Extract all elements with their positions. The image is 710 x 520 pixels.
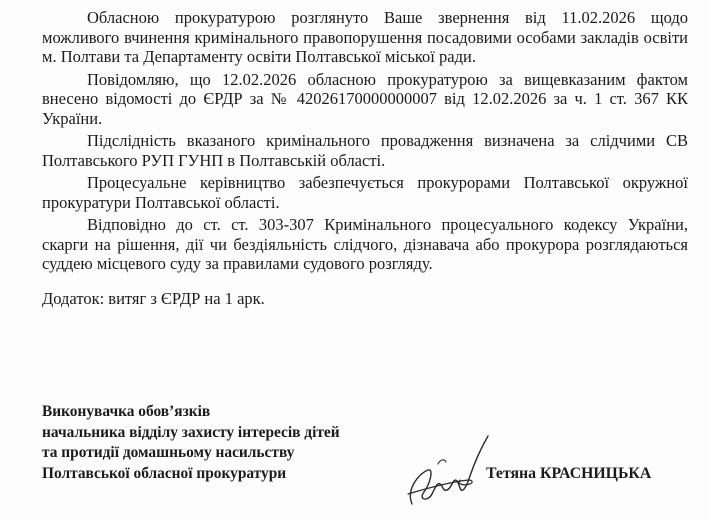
paragraph-eddr-entry: Повідомляю, що 12.02.2026 обласною прокуратурою за вищевказаним фактом внесено відомості до ЄРДР за № 42026170000000007 від 12.02.2026 за ч. 1 ст. 367 КК України. — [42, 69, 688, 129]
signature-stroke — [408, 480, 472, 494]
position-line: Виконувачка обов’язків — [42, 403, 211, 420]
signature-stroke — [438, 460, 446, 464]
position-line: Полтавської обласної прокуратури — [42, 464, 287, 482]
paragraph-appeal-reviewed: Обласною прокуратурою розглянуто Ваше звернення від 11.02.2026 щодо можливого вчинення кримінального правопорушення посадовими особами закладів освіти м. Полтави та Департаменту освіти Полтавської міської ради. — [42, 8, 688, 67]
position-line: та протидії домашньому насильству — [42, 444, 295, 461]
handwritten-signature — [398, 430, 498, 512]
paragraph-appeal-rights: Відповідно до ст. ст. 303-307 Кримінального процесуального кодексу України, скарги на рішення, дії чи бездіяльність слідчого, дізнавача або прокурора розглядаються суддею місцевого суду за правилами судового розгляду. — [42, 215, 688, 274]
paragraph-procedural-guidance: Процесуальне керівництво забезпечується прокурорами Полтавської окружної прокуратури Полтавської області. — [42, 173, 688, 212]
signature-stroke — [410, 436, 488, 504]
signatory-position — [42, 402, 422, 484]
signer-name: Тетяна КРАСНИЦЬКА — [486, 465, 652, 482]
paragraph-jurisdiction: Підслідність вказаного кримінального провадження визначена за слідчими СВ Полтавського РУП ГУНП в Полтавській області. — [42, 131, 688, 170]
position-line: начальника відділу захисту інтересів дітей — [42, 423, 340, 441]
letter-body — [42, 8, 688, 309]
attachment-note: Додаток: витяг з ЄРДР на 1 арк. — [42, 289, 265, 309]
